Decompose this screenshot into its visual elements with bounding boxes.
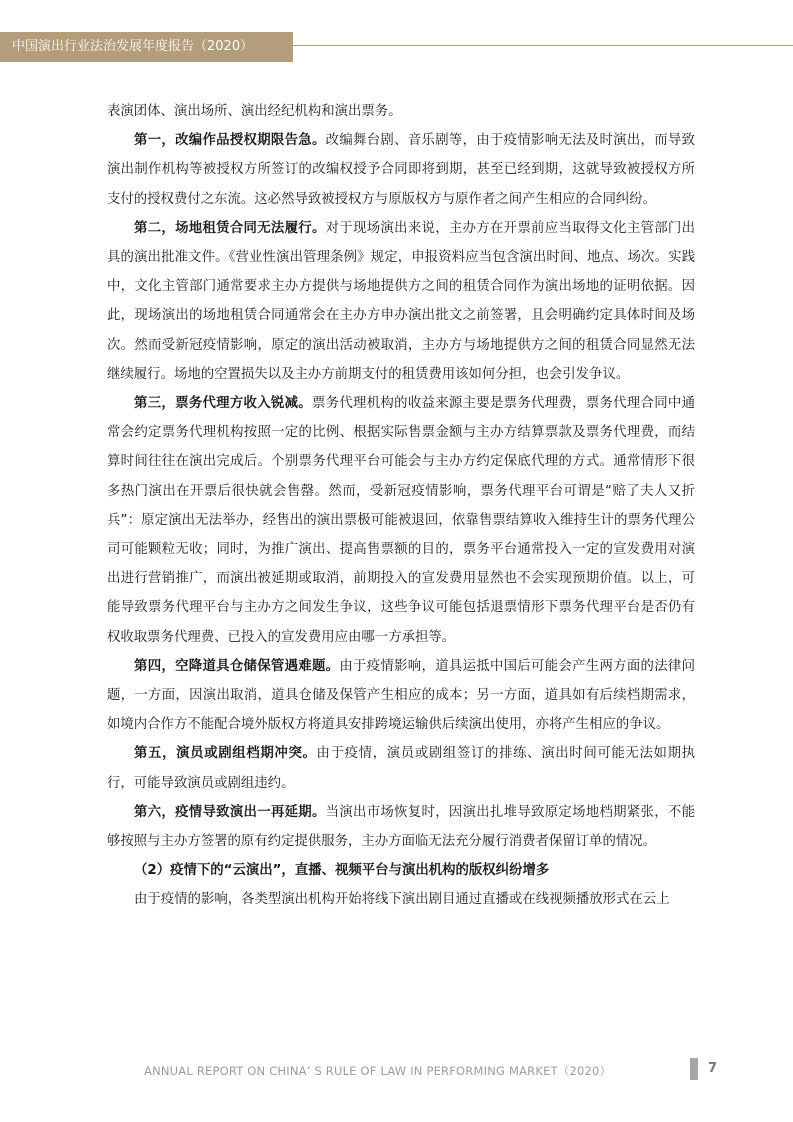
item-5-heading: 第五，演员或剧组档期冲突。 xyxy=(134,746,317,762)
item-4-heading: 第四，空降道具仓储保管遇难题。 xyxy=(134,658,340,674)
item-2-heading: 第二，场地租赁合同无法履行。 xyxy=(134,220,326,236)
paragraph-item-2 xyxy=(107,214,695,389)
paragraph-item-5 xyxy=(107,739,695,797)
item-5-text: 由于疫情，演员或剧组签订的排练、演出时间可能无法如期执行，可能导致演员或剧组违约。 xyxy=(107,746,696,791)
final-paragraph: 由于疫情的影响，各类型演出机构开始将线下演出剧目通过直播或在线视频播放形式在云上 xyxy=(134,892,670,908)
item-3-heading: 第三，票务代理方收入锐减。 xyxy=(134,396,312,412)
page-number: 7 xyxy=(708,1061,718,1076)
footer-report-title: ANNUAL REPORT ON CHINA’ S RULE OF LAW IN PERFORMING MARKET（2020） xyxy=(144,1064,612,1078)
intro-paragraph: 表演团体、演出场所、演出经纪机构和演出票务。 xyxy=(107,104,402,119)
footer-bar-marker xyxy=(690,1058,698,1080)
page-body xyxy=(107,97,695,915)
item-6-heading: 第六，疫情导致演出一再延期。 xyxy=(134,804,326,820)
section-subheading: （2）疫情下的“云演出”，直播、视频平台与演出机构的版权纠纷增多 xyxy=(134,863,550,879)
item-2-text: 对于现场演出来说，主办方在开票前应当取得文化主管部门出具的演出批准文件。《营业性演出管理条例》规定，申报资料应当包含演出时间、地点、场次。实践中，文化主管部门通常要求主办方提供与场地提供方之间的租赁合同作为演出场地的证明依据。因此，现场演出的场地租赁合同通常会在主办方申办演出批文之前签署，且会明确约定具体时间及场次。然而受新冠疫情影响，原定的演出活动被取消，主办方与场地提供方之间的租赁合同显然无法继续履行。场地的空置损失以及主办方前期支付的租赁费用该如何分担，也会引发争议。 xyxy=(107,220,696,382)
paragraph-item-6 xyxy=(107,798,695,856)
item-6-text: 当演出市场恢复时，因演出扎堆导致原定场地档期紧张，不能够按照与主办方签署的原有约定提供服务，主办方面临无法充分履行消费者保留订单的情况。 xyxy=(107,804,696,850)
header-divider xyxy=(293,45,793,46)
item-4-text: 由于疫情影响，道具运抵中国后可能会产生两方面的法律问题，一方面，因演出取消，道具仓储及保管产生相应的成本；另一方面，道具如有后续档期需求，如境内合作方不能配合境外版权方将道具安排跨境运输供后续演出使用，亦将产生相应的争议。 xyxy=(107,658,696,733)
item-1-text: 改编舞台剧、音乐剧等，由于疫情影响无法及时演出，而导致演出制作机构等被授权方所签订的改编权授予合同即将到期，甚至已经到期，这就导致被授权方所支付的授权费付之东流。这必然导致被授权方与原版权方与原作者之间产生相应的合同纠纷。 xyxy=(107,133,696,207)
item-1-heading: 第一，改编作品授权期限告急。 xyxy=(134,133,326,149)
report-header-title: 中国演出行业法治发展年度报告（2020） xyxy=(0,32,293,62)
item-3-text: 票务代理机构的收益来源主要是票务代理费，票务代理合同中通常会约定票务代理机构按照一定的比例、根据实际售票金额与主办方结算票款及票务代理费，而结算时间往往在演出完成后。个别票务代理平台可能会与主办方约定保底代理的方式。通常情形下很多热门演出在开票后很快就会售罄。然而，受新冠疫情影响，票务代理平台可谓是“赔了夫人又折兵”：原定演出无法举办，经售出的演出票极可能被退回，依靠售票结算收入维持生计的票务代理公司可能颗粒无收；同时，为推广演出、提高售票额的目的，票务平台通常投入一定的宣发费用对演出进行营销推广，而演出被延期或取消，前期投入的宣发费用显然也不会实现预期价值。以上，可能导致票务代理平台与主办方之间发生争议，这些争议可能包括退票情形下票务代理平台是否仍有权收取票务代理费、已投入的宣发费用应由哪一方承担等。 xyxy=(107,396,696,645)
paragraph-item-3 xyxy=(107,389,695,652)
paragraph-item-1 xyxy=(107,126,695,214)
paragraph-item-4 xyxy=(107,652,695,740)
